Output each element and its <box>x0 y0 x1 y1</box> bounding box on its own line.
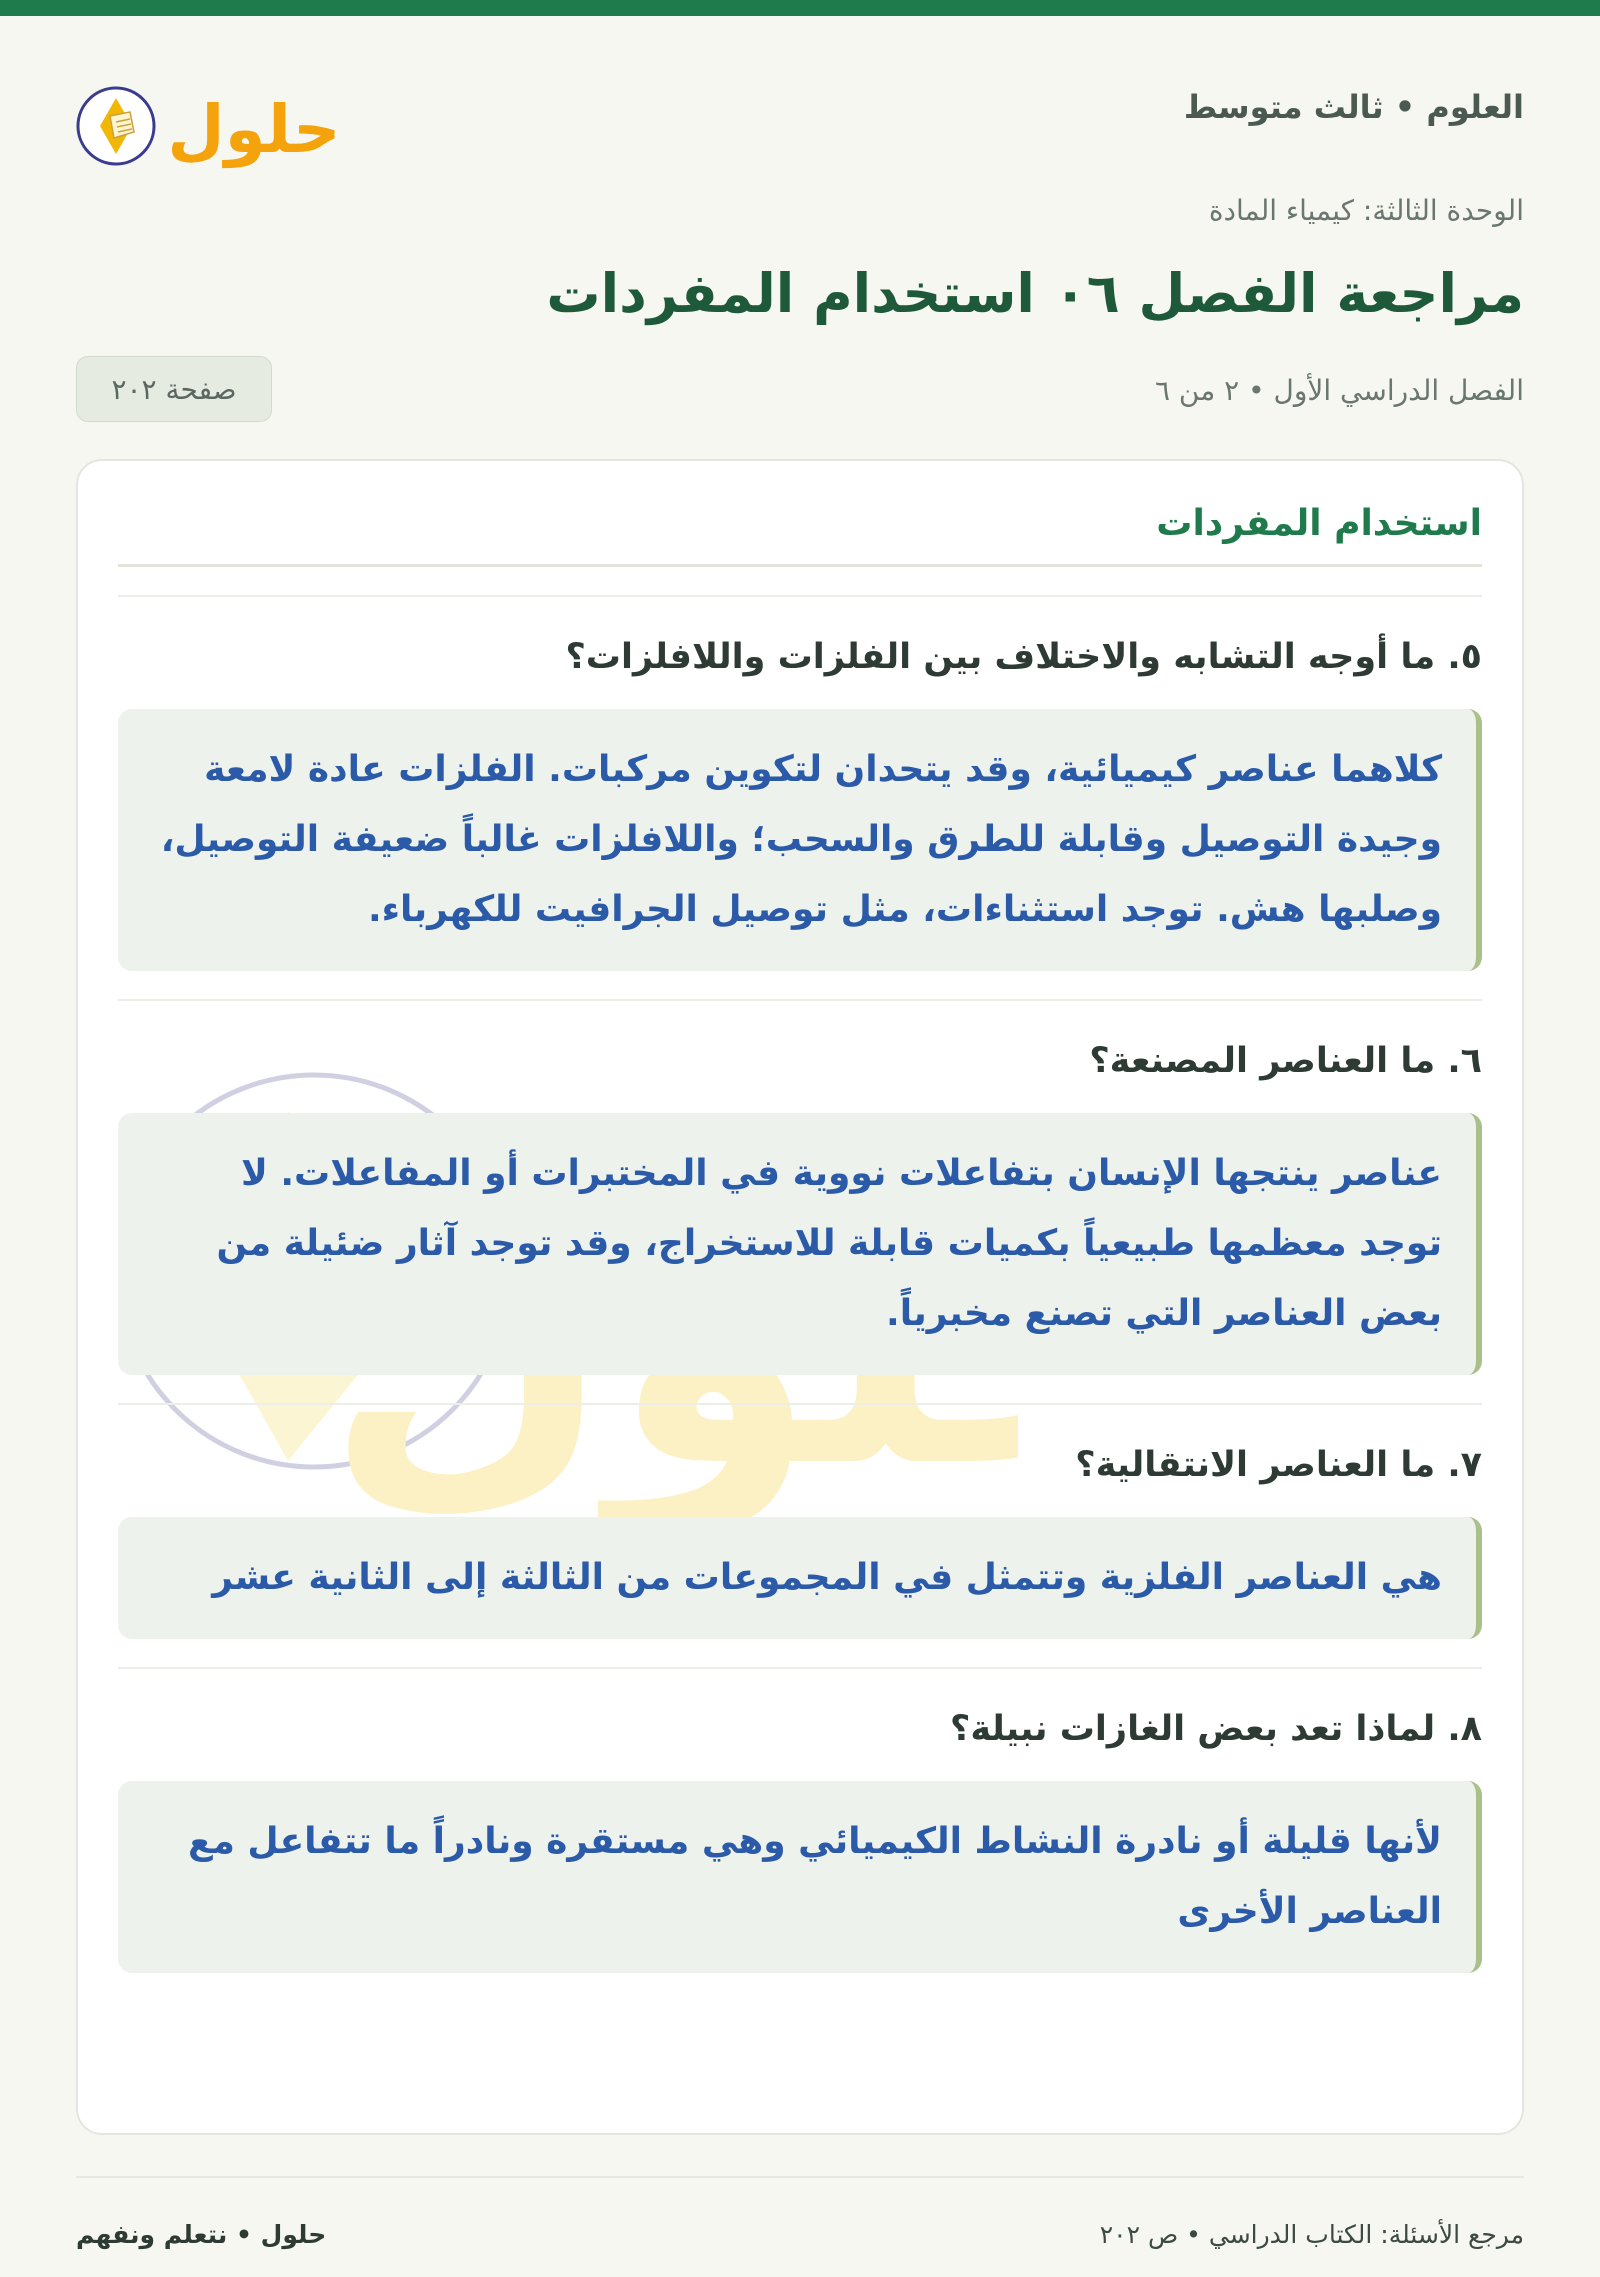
question-block <box>118 595 1482 971</box>
svg-text:حلول: حلول <box>167 91 341 168</box>
card-content <box>78 461 1522 1973</box>
question-block <box>118 1667 1482 1973</box>
top-accent-bar <box>0 0 1600 16</box>
question-block <box>118 1403 1482 1639</box>
term-label: الفصل الدراسي الأول • ٢ من ٦ <box>1154 374 1524 407</box>
question-text: ٧. ما العناصر الانتقالية؟ <box>1075 1445 1482 1485</box>
hulul-logo-icon <box>76 68 346 178</box>
header <box>76 16 1524 407</box>
section-title: استخدام المفردات <box>118 491 1482 567</box>
answer-box: عناصر ينتجها الإنسان بتفاعلات نووية في المختبرات أو المفاعلات. لا توجد معظمها طبيعياً بكميات قابلة للاستخراج، وقد توجد آثار ضئيلة من بعض العناصر التي تصنع مخبرياً. <box>118 1113 1482 1375</box>
unit-label: الوحدة الثالثة: كيمياء المادة <box>1208 194 1524 227</box>
question-text: ٥. ما أوجه التشابه والاختلاف بين الفلزات واللافلزات؟ <box>565 637 1482 677</box>
page-title: مراجعة الفصل ٠٦ استخدام المفردات <box>546 262 1524 325</box>
question-block <box>118 999 1482 1375</box>
question-text: ٨. لماذا تعد بعض الغازات نبيلة؟ <box>950 1709 1482 1749</box>
answer-box: هي العناصر الفلزية وتتمثل في المجموعات من الثالثة إلى الثانية عشر <box>118 1517 1482 1639</box>
vocabulary-card <box>76 459 1524 2135</box>
footer-divider <box>76 2176 1524 2178</box>
page-number-badge: صفحة ٢٠٢ <box>76 356 272 422</box>
footer-brand: حلول • نتعلم ونفهم <box>76 2220 327 2249</box>
answer-box: كلاهما عناصر كيميائية، وقد يتحدان لتكوين مركبات. الفلزات عادة لامعة وجيدة التوصيل وقابلة للطرق والسحب؛ واللافلزات غالباً ضعيفة التوصيل، وصلبها هش. توجد استثناءات، مثل توصيل الجرافيت للكهرباء. <box>118 709 1482 971</box>
subject-label: العلوم • ثالث متوسط <box>1183 88 1524 126</box>
answer-box: لأنها قليلة أو نادرة النشاط الكيميائي وهي مستقرة ونادراً ما تتفاعل مع العناصر الأخرى <box>118 1781 1482 1973</box>
page <box>76 16 1524 2277</box>
question-text: ٦. ما العناصر المصنعة؟ <box>1089 1041 1482 1081</box>
footer-reference: مرجع الأسئلة: الكتاب الدراسي • ص ٢٠٢ <box>1099 2220 1524 2249</box>
